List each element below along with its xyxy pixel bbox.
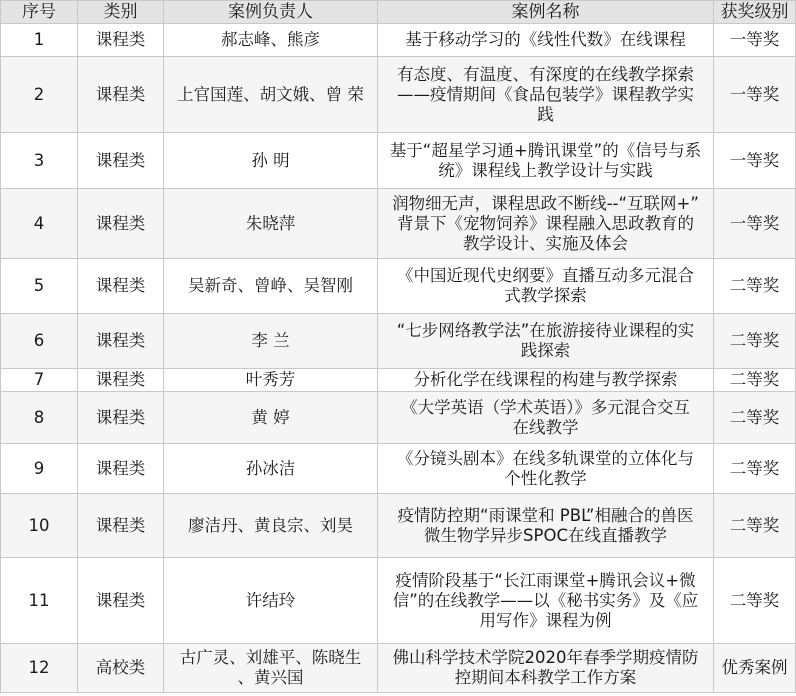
cell-title [378,558,714,644]
cell-index: 7 [1,369,78,392]
cell-category: 课程类 [78,369,164,392]
cell-title [378,24,714,57]
table-row [1,259,796,314]
leaders-line: 朱晓萍 [245,213,296,233]
title-line: 用写作》课程为例 [479,610,612,630]
cell-title [378,494,714,558]
leaders-line: 上官国莲、胡文娥、曾 荣 [177,84,364,104]
cell-index: 12 [1,644,78,693]
cell-award: 优秀案例 [714,644,796,693]
table-row [1,494,796,558]
cell-award: 二等奖 [714,558,796,644]
leaders-line: 廖洁丹、黄良宗、刘昊 [188,515,353,535]
title-line: 个性化教学 [504,468,587,488]
cell-leaders [164,644,378,693]
cell-category: 课程类 [78,133,164,189]
cell-leaders [164,494,378,558]
cell-index: 4 [1,189,78,259]
table-row [1,644,796,693]
title-line: 式教学探索 [504,286,587,305]
cell-title [378,259,714,314]
cell-index: 1 [1,24,78,57]
title-line: 疫情阶段基于“长江雨课堂+腾讯会议+微 [395,570,696,590]
title-line: 佛山科学技术学院2020年春季学期疫情防 [392,648,699,667]
cell-category: 课程类 [78,314,164,369]
header-award: 获奖级别 [714,1,796,24]
cell-leaders [164,133,378,189]
cell-leaders [164,24,378,57]
title-line: 背景下《宠物饲养》课程融入思政教育的 [397,213,694,233]
leaders-line: 孙 明 [251,150,290,170]
table-row [1,392,796,444]
cell-category: 课程类 [78,444,164,494]
leaders-line: 孙冰洁 [245,458,296,478]
cell-award: 二等奖 [714,259,796,314]
cell-leaders [164,259,378,314]
cell-category: 课程类 [78,57,164,133]
cell-category: 课程类 [78,259,164,314]
cell-category: 课程类 [78,558,164,644]
cell-leaders [164,189,378,259]
leaders-line: 吴新奇、曾峥、吴智刚 [188,276,353,295]
table-row [1,444,796,494]
table-row [1,369,796,392]
cell-category: 高校类 [78,644,164,693]
table-header-row [1,1,796,24]
title-line: 践探索 [520,341,571,360]
table-row [1,558,796,644]
table-row [1,314,796,369]
title-line: 《中国近现代史纲要》直播互动多元混合 [397,266,694,285]
leaders-line: 许结玲 [245,590,296,610]
title-line: 信”的在线教学——以《秘书实务》及《应 [392,590,699,610]
header-index: 序号 [1,1,78,24]
cell-title [378,369,714,392]
title-line: 在线教学 [512,417,579,437]
cell-title [378,189,714,259]
leaders-line: 李 兰 [251,331,290,350]
cell-award: 一等奖 [714,24,796,57]
leaders-line: 郝志峰、熊彦 [221,30,320,49]
cell-title [378,392,714,444]
cell-title [378,133,714,189]
cell-leaders [164,369,378,392]
cell-category: 课程类 [78,392,164,444]
table-row [1,24,796,57]
title-line: 分析化学在线课程的构建与教学探索 [413,370,678,389]
header-category: 类别 [78,1,164,24]
title-line: 疫情防控期“雨课堂和 PBL”相融合的兽医 [397,505,694,525]
cell-category: 课程类 [78,189,164,259]
cell-title [378,644,714,693]
cell-leaders [164,558,378,644]
cell-index: 3 [1,133,78,189]
title-line: 统》课程线上教学设计与实践 [438,160,653,180]
cell-award: 二等奖 [714,392,796,444]
cell-award: 二等奖 [714,444,796,494]
cell-index: 8 [1,392,78,444]
table-row [1,57,796,133]
cell-title [378,314,714,369]
title-line: 控期间本科教学工作方案 [454,668,637,687]
title-line: 《大学英语（学术英语）》多元混合交互 [401,397,690,417]
title-line: 基于移动学习的《线性代数》在线课程 [405,30,686,49]
cell-leaders [164,57,378,133]
cell-leaders [164,314,378,369]
header-title: 案例名称 [378,1,714,24]
cell-award: 二等奖 [714,314,796,369]
cell-award: 二等奖 [714,369,796,392]
title-line: 践 [537,104,554,124]
table-row [1,133,796,189]
leaders-line: 古广灵、刘雄平、陈晓生 [179,648,362,667]
header-leaders: 案例负责人 [164,1,378,24]
table-body [1,24,796,693]
cell-category: 课程类 [78,24,164,57]
cell-award: 一等奖 [714,133,796,189]
cell-index: 2 [1,57,78,133]
leaders-line: 黄 婷 [251,407,290,427]
cell-category: 课程类 [78,494,164,558]
cell-title [378,444,714,494]
title-line: 教学设计、实施及体会 [463,233,628,253]
table-row [1,189,796,259]
cell-award: 二等奖 [714,494,796,558]
leaders-line: 、黄兴国 [237,668,304,687]
cell-title [378,57,714,133]
leaders-line: 叶秀芳 [245,370,296,389]
cell-index: 9 [1,444,78,494]
cell-leaders [164,444,378,494]
title-line: “七步网络教学法”在旅游接待业课程的实 [396,321,695,340]
cell-index: 11 [1,558,78,644]
cell-award: 一等奖 [714,189,796,259]
title-line: 润物细无声，课程思政不断线--“互联网+” [392,193,699,213]
title-line: 有态度、有温度、有深度的在线教学探索 [397,64,694,84]
title-line: 微生物学异步SPOC在线直播教学 [424,525,667,545]
cell-index: 6 [1,314,78,369]
cell-award: 一等奖 [714,57,796,133]
title-line: 基于“超星学习通+腾讯课堂”的《信号与系 [389,140,702,160]
cell-index: 10 [1,494,78,558]
title-line: ——疫情期间《食品包装学》课程教学实 [397,84,694,104]
cell-leaders [164,392,378,444]
title-line: 《分镜头剧本》在线多轨课堂的立体化与 [397,448,694,468]
cell-index: 5 [1,259,78,314]
